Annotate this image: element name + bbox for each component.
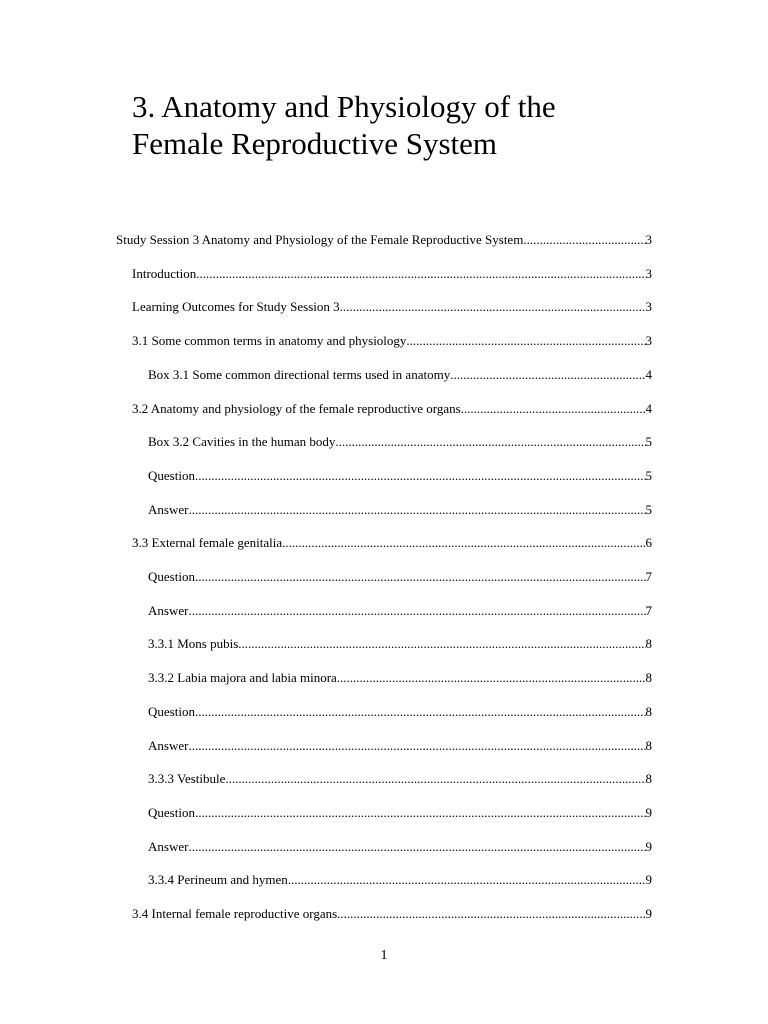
toc-dot-leader bbox=[188, 498, 645, 522]
toc-page-number: 6 bbox=[645, 535, 652, 551]
toc-dot-leader bbox=[337, 902, 645, 926]
toc-entry-label: Box 3.2 Cavities in the human body bbox=[148, 434, 336, 450]
toc-dot-leader bbox=[282, 531, 645, 555]
toc-dot-leader bbox=[196, 262, 645, 286]
toc-entry-3-3[interactable] bbox=[132, 531, 652, 555]
toc-page-number: 5 bbox=[645, 434, 652, 450]
toc-page-number: 7 bbox=[645, 569, 652, 584]
toc-dot-leader bbox=[195, 801, 646, 825]
toc-entry-label: Question bbox=[148, 467, 195, 483]
toc-dot-leader bbox=[225, 767, 645, 791]
toc-dot-leader bbox=[188, 734, 645, 758]
toc-entry-box-3-1[interactable] bbox=[148, 363, 652, 387]
toc-entry-answer[interactable] bbox=[148, 599, 652, 623]
toc-page-number: 4 bbox=[645, 366, 652, 382]
toc-dot-leader bbox=[337, 666, 646, 690]
toc-entry-label: 3.3.2 Labia majora and labia minora bbox=[148, 670, 337, 686]
toc-dot-leader bbox=[340, 295, 646, 319]
toc-entry-study-session-3[interactable] bbox=[116, 228, 652, 252]
toc-dot-leader bbox=[406, 329, 645, 353]
toc-entry-3-2[interactable] bbox=[132, 397, 652, 421]
toc-entry-question[interactable] bbox=[148, 801, 652, 825]
toc-page-number: 3 bbox=[645, 333, 652, 349]
toc-entry-label: 3.3.4 Perineum and hymen bbox=[148, 872, 288, 888]
page-number: 1 bbox=[380, 948, 388, 963]
toc-entry-label: 3.3 External female genitalia bbox=[132, 535, 283, 551]
toc-page-number: 5 bbox=[645, 501, 652, 517]
toc-entry-3-3-2[interactable] bbox=[148, 666, 652, 690]
toc-entry-label: 3.2 Anatomy and physiology of the female reproductive organs bbox=[132, 400, 461, 416]
toc-page-number: 4 bbox=[645, 400, 652, 416]
toc-entry-label: Study Session 3 Anatomy and Physiology of the Female Reproductive System bbox=[116, 232, 524, 247]
toc-page-number: 7 bbox=[645, 602, 652, 618]
toc-entry-label: 3.1 Some common terms in anatomy and physiology bbox=[132, 333, 407, 349]
toc-entry-label: Answer bbox=[148, 838, 189, 854]
toc-page-number: 9 bbox=[645, 804, 652, 820]
toc-entry-3-3-1[interactable] bbox=[148, 632, 652, 656]
title-line-1: 3. Anatomy and Physiology of the bbox=[132, 89, 556, 124]
toc-entry-answer[interactable] bbox=[148, 734, 652, 758]
toc-entry-label: Answer bbox=[148, 602, 189, 618]
toc-page-number: 9 bbox=[645, 872, 652, 888]
toc-dot-leader bbox=[238, 632, 645, 656]
toc-entry-label: Box 3.1 Some common directional terms used in anatomy bbox=[148, 366, 451, 382]
toc-page-number: 8 bbox=[645, 703, 652, 719]
toc-entry-label: Question bbox=[148, 703, 195, 719]
toc-entry-question[interactable] bbox=[148, 700, 652, 724]
toc-page-number: 8 bbox=[645, 636, 652, 652]
toc-entry-introduction[interactable] bbox=[132, 262, 652, 286]
toc-dot-leader bbox=[288, 868, 646, 892]
toc-page-number: 5 bbox=[645, 467, 652, 483]
toc-page-number: 8 bbox=[645, 670, 652, 686]
toc-entry-question[interactable] bbox=[148, 464, 652, 488]
toc-entry-answer[interactable] bbox=[148, 835, 652, 859]
page-title bbox=[132, 88, 692, 162]
toc-dot-leader bbox=[188, 599, 645, 623]
toc-dot-leader bbox=[461, 397, 646, 421]
toc-page-number: 3 bbox=[645, 299, 652, 315]
toc-entry-3-3-4[interactable] bbox=[148, 868, 652, 892]
toc-dot-leader bbox=[450, 363, 645, 387]
toc-entry-label: Introduction bbox=[132, 265, 197, 281]
toc-dot-leader bbox=[188, 835, 645, 859]
toc-entry-label: Question bbox=[148, 569, 195, 584]
toc-entry-learning-outcomes[interactable] bbox=[132, 295, 652, 319]
toc-entry-label: Answer bbox=[148, 737, 189, 753]
toc-page-number: 9 bbox=[645, 906, 652, 921]
toc-entry-answer[interactable] bbox=[148, 498, 652, 522]
toc-entry-3-4[interactable] bbox=[132, 902, 652, 926]
toc-entry-label: Learning Outcomes for Study Session 3 bbox=[132, 299, 340, 315]
toc-entry-label: 3.3.1 Mons pubis bbox=[148, 636, 239, 652]
toc-entry-3-1[interactable] bbox=[132, 329, 652, 353]
toc-dot-leader bbox=[195, 464, 646, 488]
toc-page-number: 8 bbox=[645, 737, 652, 753]
toc-entry-question[interactable] bbox=[148, 565, 652, 589]
toc-page-number: 9 bbox=[645, 838, 652, 854]
toc-dot-leader bbox=[335, 430, 645, 454]
toc-entry-3-3-3[interactable] bbox=[148, 767, 652, 791]
toc-dot-leader bbox=[195, 565, 646, 589]
toc-entry-label: 3.4 Internal female reproductive organs bbox=[132, 906, 338, 921]
toc-entry-label: Answer bbox=[148, 501, 189, 517]
toc-page-number: 8 bbox=[645, 771, 652, 787]
toc-dot-leader bbox=[195, 700, 646, 724]
toc-page-number: 3 bbox=[645, 265, 652, 281]
toc-page-number: 3 bbox=[645, 232, 652, 247]
toc-entry-box-3-2[interactable] bbox=[148, 430, 652, 454]
toc-dot-leader bbox=[523, 228, 645, 252]
title-line-2: Female Reproductive System bbox=[132, 126, 498, 161]
toc-entry-label: Question bbox=[148, 804, 195, 820]
toc-entry-label: 3.3.3 Vestibule bbox=[148, 771, 226, 787]
